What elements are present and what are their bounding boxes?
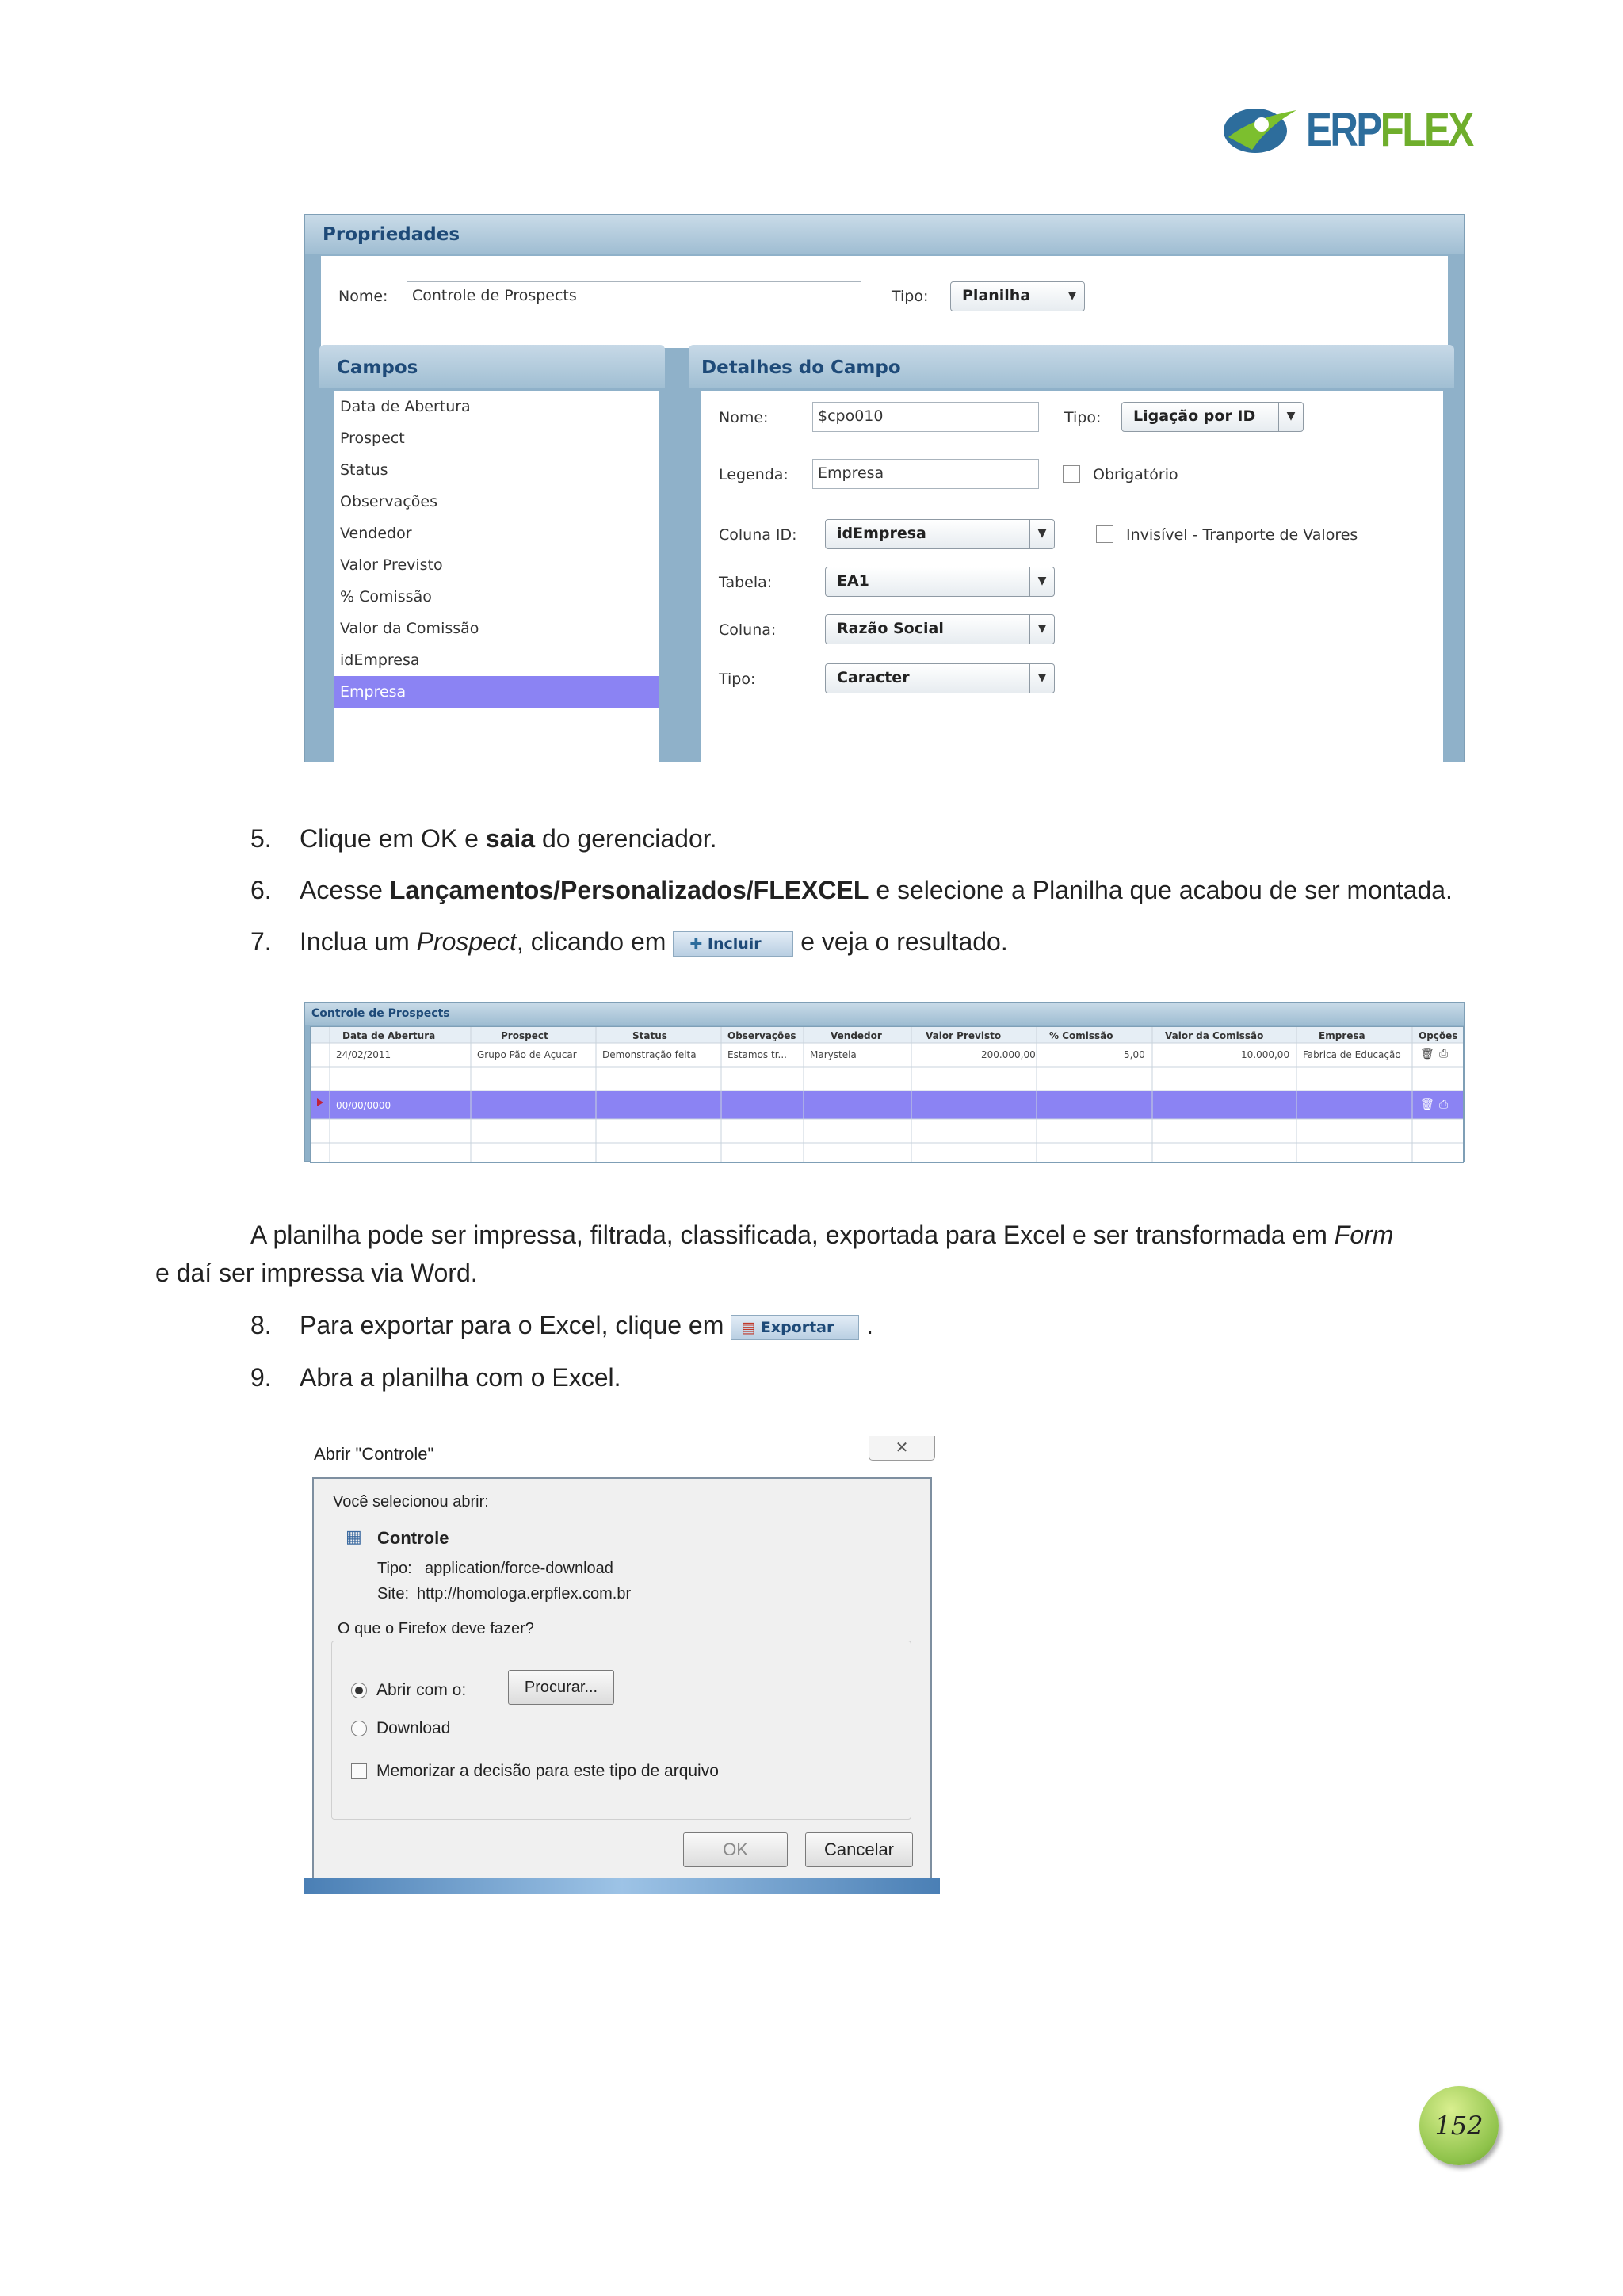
abrir-radio[interactable] (351, 1683, 367, 1698)
step-text: Para exportar para o Excel, clique em (300, 1311, 731, 1339)
tipo-select[interactable] (950, 281, 1085, 311)
step-text-italic: Prospect (416, 927, 517, 956)
grid-header[interactable]: Status (632, 1030, 667, 1041)
step-text: Abra a planilha com o Excel. (300, 1363, 621, 1392)
det-tipo-select[interactable] (1121, 402, 1304, 432)
step-text: do gerenciador. (535, 824, 717, 853)
grid-header: Opções (1419, 1030, 1458, 1041)
print-icon[interactable]: ⎙ (1439, 1048, 1449, 1060)
obrigatorio-checkbox[interactable] (1063, 465, 1080, 483)
logo-swoosh-icon (1220, 102, 1300, 159)
step-8 (250, 1311, 1598, 1346)
campo-item[interactable]: Vendedor (340, 525, 412, 542)
step-number: 9. (250, 1363, 272, 1392)
logo-text-erp: ERP (1306, 103, 1381, 156)
det-nome-label: Nome: (719, 409, 769, 426)
step-text: Acesse (300, 876, 390, 904)
page-number-badge: 152 (1419, 2086, 1499, 2165)
file-icon: ▦ (346, 1526, 362, 1546)
campos-title: Campos (319, 345, 665, 388)
propriedades-window (304, 214, 1465, 762)
step-text: . (866, 1311, 874, 1339)
detalhes-title: Detalhes do Campo (689, 345, 1454, 388)
logo-text-flex: FLEX (1380, 103, 1472, 156)
grid-cell[interactable]: 5,00 (1124, 1049, 1145, 1060)
chevron-down-icon: ▼ (1278, 403, 1303, 431)
grid-cell[interactable]: Marystela (810, 1049, 857, 1060)
question-label: O que o Firefox deve fazer? (338, 1620, 534, 1637)
step-text: e selecione a Planilha que acabou de ser montada. (869, 876, 1453, 904)
step-text: e veja o resultado. (793, 927, 1008, 956)
grid-cell[interactable]: 10.000,00 (1241, 1049, 1290, 1060)
step-text-bold: Lançamentos/Personalizados/FLEXCEL (389, 876, 869, 904)
dialog-bottom-border (304, 1878, 940, 1894)
exportar-label: Exportar (760, 1318, 834, 1336)
header-area (321, 256, 1448, 348)
grid-header[interactable]: Observações (727, 1030, 796, 1041)
grid-header[interactable]: Empresa (1319, 1030, 1365, 1041)
detalhes-area (701, 391, 1443, 763)
campo-item[interactable]: Status (340, 461, 388, 479)
step-text-bold: saia (485, 824, 536, 853)
campo-item[interactable]: Observações (340, 493, 437, 510)
cancelar-button[interactable]: Cancelar (805, 1832, 913, 1867)
step-number: 8. (250, 1311, 272, 1339)
tipo2-select[interactable] (825, 663, 1055, 693)
invisivel-checkbox[interactable] (1096, 525, 1113, 543)
tipo2-label: Tipo: (719, 670, 756, 688)
paragraph-text-italic: Form (1334, 1221, 1394, 1249)
campo-item[interactable]: % Comissão (340, 588, 432, 606)
chevron-down-icon: ▼ (1060, 282, 1084, 311)
grid-header[interactable]: Valor Previsto (926, 1030, 1002, 1041)
campo-item[interactable]: Prospect (340, 430, 405, 447)
tabela-label: Tabela: (719, 574, 773, 591)
file-name: Controle (377, 1528, 449, 1548)
step-5 (250, 824, 1598, 859)
step-number: 6. (250, 876, 272, 904)
step-number: 7. (250, 927, 272, 956)
paragraph-line-2: e daí ser impressa via Word. (155, 1259, 478, 1287)
coluna-id-value: idEmpresa (837, 525, 926, 542)
trash-icon[interactable]: 🗑 (1420, 1098, 1434, 1111)
tipo-label: Tipo: (892, 288, 929, 305)
options-group (331, 1641, 911, 1820)
invisivel-label: Invisível - Tranporte de Valores (1126, 526, 1358, 544)
site-label: Site: (377, 1585, 410, 1603)
grid-header[interactable]: % Comissão (1049, 1030, 1113, 1041)
coluna-value: Razão Social (837, 620, 944, 637)
paragraph-line-1 (250, 1221, 1471, 1250)
campo-item[interactable]: Valor Previsto (340, 556, 443, 574)
site-value: http://homologa.erpflex.com.br (417, 1585, 632, 1603)
grid-header[interactable]: Prospect (501, 1030, 548, 1041)
download-label: Download (376, 1719, 451, 1737)
grid-cell[interactable]: 24/02/2011 (336, 1049, 391, 1060)
paragraph-text: A planilha pode ser impressa, filtrada, classificada, exportada para Excel e ser transformada em (250, 1221, 1335, 1249)
tipo-value: application/force-download (425, 1560, 613, 1577)
prospects-grid (310, 1026, 1464, 1163)
obrigatorio-label: Obrigatório (1093, 466, 1178, 483)
grid-header[interactable]: Data de Abertura (342, 1030, 436, 1041)
abrir-label: Abrir com o: (376, 1681, 467, 1699)
step-6 (250, 876, 1598, 911)
grid-lines (311, 1027, 1463, 1162)
campo-item-selected[interactable]: Empresa (334, 676, 659, 708)
det-tipo-value: Ligação por ID (1133, 407, 1256, 425)
step-text: Inclua um (300, 927, 417, 956)
grid-cell[interactable]: Estamos tr... (727, 1049, 787, 1060)
download-radio[interactable] (351, 1721, 367, 1736)
excel-export-icon: ▤ (741, 1318, 756, 1336)
step-text: Clique em OK e (300, 824, 486, 853)
propriedades-title: Propriedades (305, 215, 1464, 254)
dialog-body (312, 1477, 932, 1880)
step-9 (250, 1363, 1598, 1398)
chevron-down-icon: ▼ (1029, 520, 1054, 548)
legenda-label: Legenda: (719, 466, 789, 483)
exportar-button[interactable] (731, 1315, 859, 1340)
grid-window (304, 1002, 1465, 1162)
tabela-select[interactable] (825, 567, 1055, 597)
campo-item[interactable]: Valor da Comissão (340, 620, 479, 637)
incluir-button[interactable] (673, 931, 793, 957)
close-icon[interactable]: ✕ (869, 1436, 935, 1461)
tipo2-value: Caracter (837, 669, 910, 686)
campos-list (334, 391, 659, 763)
tipo-select-value: Planilha (962, 287, 1031, 304)
tipo-label: Tipo: (377, 1560, 412, 1577)
grid-cell[interactable]: Demonstração feita (602, 1049, 697, 1060)
coluna-id-select[interactable] (825, 519, 1055, 549)
procurar-button[interactable]: Procurar... (508, 1670, 614, 1705)
nome-input[interactable]: Controle de Prospects (407, 281, 861, 311)
campo-item[interactable]: Data de Abertura (340, 398, 471, 415)
memorizar-checkbox[interactable] (351, 1763, 367, 1779)
grid-cell[interactable]: Fabrica de Educação (1303, 1049, 1401, 1060)
chevron-down-icon: ▼ (1029, 567, 1054, 596)
step-7 (250, 927, 1598, 962)
tabela-value: EA1 (837, 572, 869, 590)
det-tipo-label: Tipo: (1064, 409, 1102, 426)
print-icon[interactable]: ⎙ (1439, 1098, 1449, 1111)
grid-header[interactable]: Vendedor (831, 1030, 882, 1041)
grid-header[interactable]: Valor da Comissão (1165, 1030, 1264, 1041)
firefox-open-dialog (304, 1435, 940, 1894)
grid-cell[interactable]: 00/00/0000 (336, 1100, 391, 1111)
coluna-id-label: Coluna ID: (719, 526, 797, 544)
chevron-down-icon: ▼ (1029, 664, 1054, 693)
chevron-down-icon: ▼ (1029, 615, 1054, 644)
trash-icon[interactable]: 🗑 (1420, 1048, 1434, 1060)
erpflex-logo (1220, 99, 1470, 162)
grid-title: Controle de Prospects (305, 1003, 1464, 1025)
dialog-title: Abrir "Controle" (314, 1444, 434, 1464)
coluna-select[interactable] (825, 614, 1055, 644)
ok-button[interactable]: OK (683, 1832, 788, 1867)
det-nome-input[interactable]: $cpo010 (812, 402, 1039, 432)
nome-label: Nome: (338, 288, 388, 305)
incluir-label: Incluir (707, 934, 762, 953)
selecionou-label: Você selecionou abrir: (333, 1493, 489, 1511)
memorizar-label: Memorizar a decisão para este tipo de arquivo (376, 1762, 719, 1780)
step-text: , clicando em (516, 927, 674, 956)
plus-icon: ✚ (689, 934, 703, 953)
coluna-label: Coluna: (719, 621, 777, 639)
legenda-input[interactable]: Empresa (812, 459, 1039, 489)
campo-item[interactable]: idEmpresa (340, 651, 420, 669)
grid-cell[interactable]: 200.000,00 (981, 1049, 1036, 1060)
grid-cell[interactable]: Grupo Pão de Açucar (477, 1049, 577, 1060)
step-number: 5. (250, 824, 272, 853)
